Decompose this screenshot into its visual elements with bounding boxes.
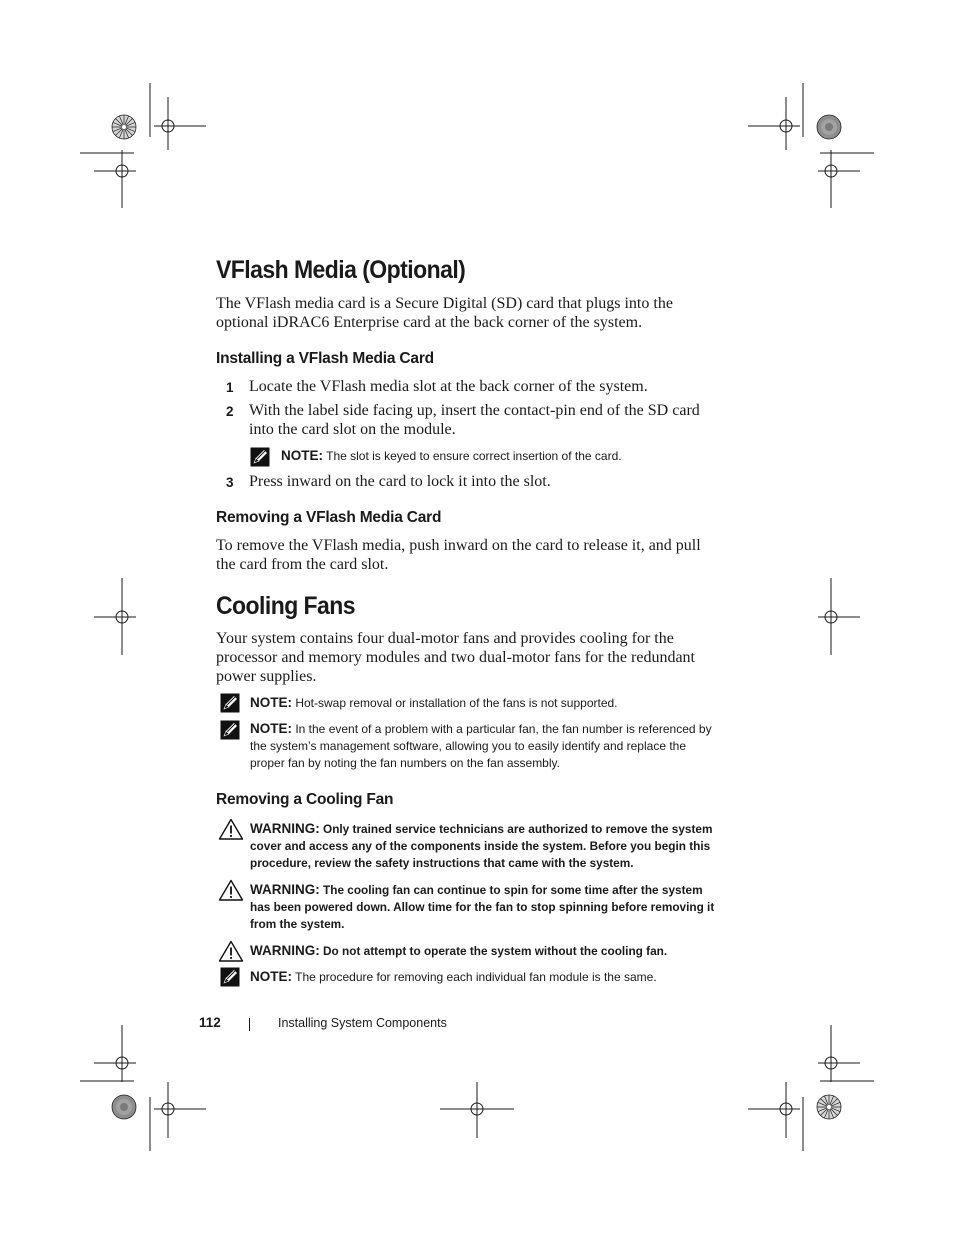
note-slot-keyed bbox=[281, 447, 721, 465]
note-label: NOTE: bbox=[250, 695, 292, 710]
note-text: The procedure for removing each individual fan module is the same. bbox=[292, 970, 657, 984]
note-fan-number bbox=[250, 720, 720, 772]
warning-triangle-icon bbox=[218, 818, 244, 840]
warning-label: WARNING: bbox=[250, 882, 320, 897]
step-number: 1 bbox=[226, 380, 234, 395]
warning-fan-spin bbox=[250, 881, 718, 933]
note-pencil-icon bbox=[220, 967, 240, 987]
warning-label: WARNING: bbox=[250, 821, 320, 836]
step-text: With the label side facing up, insert the contact-pin end of the SD card into the card slot on the module. bbox=[249, 402, 700, 439]
removing-vflash-heading: Removing a VFlash Media Card bbox=[216, 509, 442, 526]
footer-section-title: Installing System Components bbox=[278, 1016, 447, 1030]
note-label: NOTE: bbox=[250, 721, 292, 736]
removing-cooling-fan-heading: Removing a Cooling Fan bbox=[216, 791, 394, 808]
cooling-fans-intro: Your system contains four dual-motor fans and provides cooling for the processor and memory modules and two dual-motor fans for the redundant power supplies. bbox=[216, 630, 695, 686]
warning-triangle-icon bbox=[218, 940, 244, 962]
warning-triangle-icon bbox=[218, 879, 244, 901]
note-label: NOTE: bbox=[250, 969, 292, 984]
warning-no-operation bbox=[250, 942, 718, 960]
note-pencil-icon bbox=[220, 720, 240, 740]
note-pencil-icon bbox=[250, 447, 270, 467]
installing-vflash-heading: Installing a VFlash Media Card bbox=[216, 350, 434, 367]
footer-divider bbox=[249, 1018, 250, 1031]
vflash-title: VFlash Media (Optional) bbox=[216, 256, 466, 284]
note-pencil-icon bbox=[220, 693, 240, 713]
step-number: 3 bbox=[226, 475, 234, 490]
note-fan-procedure bbox=[250, 968, 718, 986]
warning-text: Do not attempt to operate the system without the cooling fan. bbox=[319, 944, 668, 958]
note-text: In the event of a problem with a particular fan, the fan number is referenced by the system’s management software, allowing you to easily identify and replace the proper fan by noting the fan numbers on the fan assembly. bbox=[250, 722, 712, 770]
step-text: Locate the VFlash media slot at the back corner of the system. bbox=[249, 378, 648, 395]
note-text: Hot-swap removal or installation of the fans is not supported. bbox=[292, 696, 618, 710]
note-text: The slot is keyed to ensure correct insertion of the card. bbox=[323, 449, 622, 463]
warning-label: WARNING: bbox=[250, 943, 320, 958]
step-text: Press inward on the card to lock it into the slot. bbox=[249, 473, 551, 490]
warning-text: Only trained service technicians are authorized to remove the system cover and access any of the components inside the system. Before you begin this procedure, review the safety instructions that came with the system. bbox=[250, 822, 713, 870]
removing-vflash-text: To remove the VFlash media, push inward on the card to release it, and pull the card from the card slot. bbox=[216, 537, 701, 574]
warning-trained-technicians bbox=[250, 820, 718, 872]
note-label: NOTE: bbox=[281, 448, 323, 463]
note-hot-swap bbox=[250, 694, 718, 712]
warning-text: The cooling fan can continue to spin for some time after the system has been powered down. Allow time for the fan to stop spinning before removing it from the system. bbox=[250, 883, 715, 931]
vflash-intro: The VFlash media card is a Secure Digital (SD) card that plugs into the optional iDRAC6 Enterprise card at the back corner of the system. bbox=[216, 295, 673, 332]
page-number: 112 bbox=[199, 1015, 221, 1030]
step-number: 2 bbox=[226, 404, 234, 419]
cooling-fans-title: Cooling Fans bbox=[216, 592, 356, 620]
